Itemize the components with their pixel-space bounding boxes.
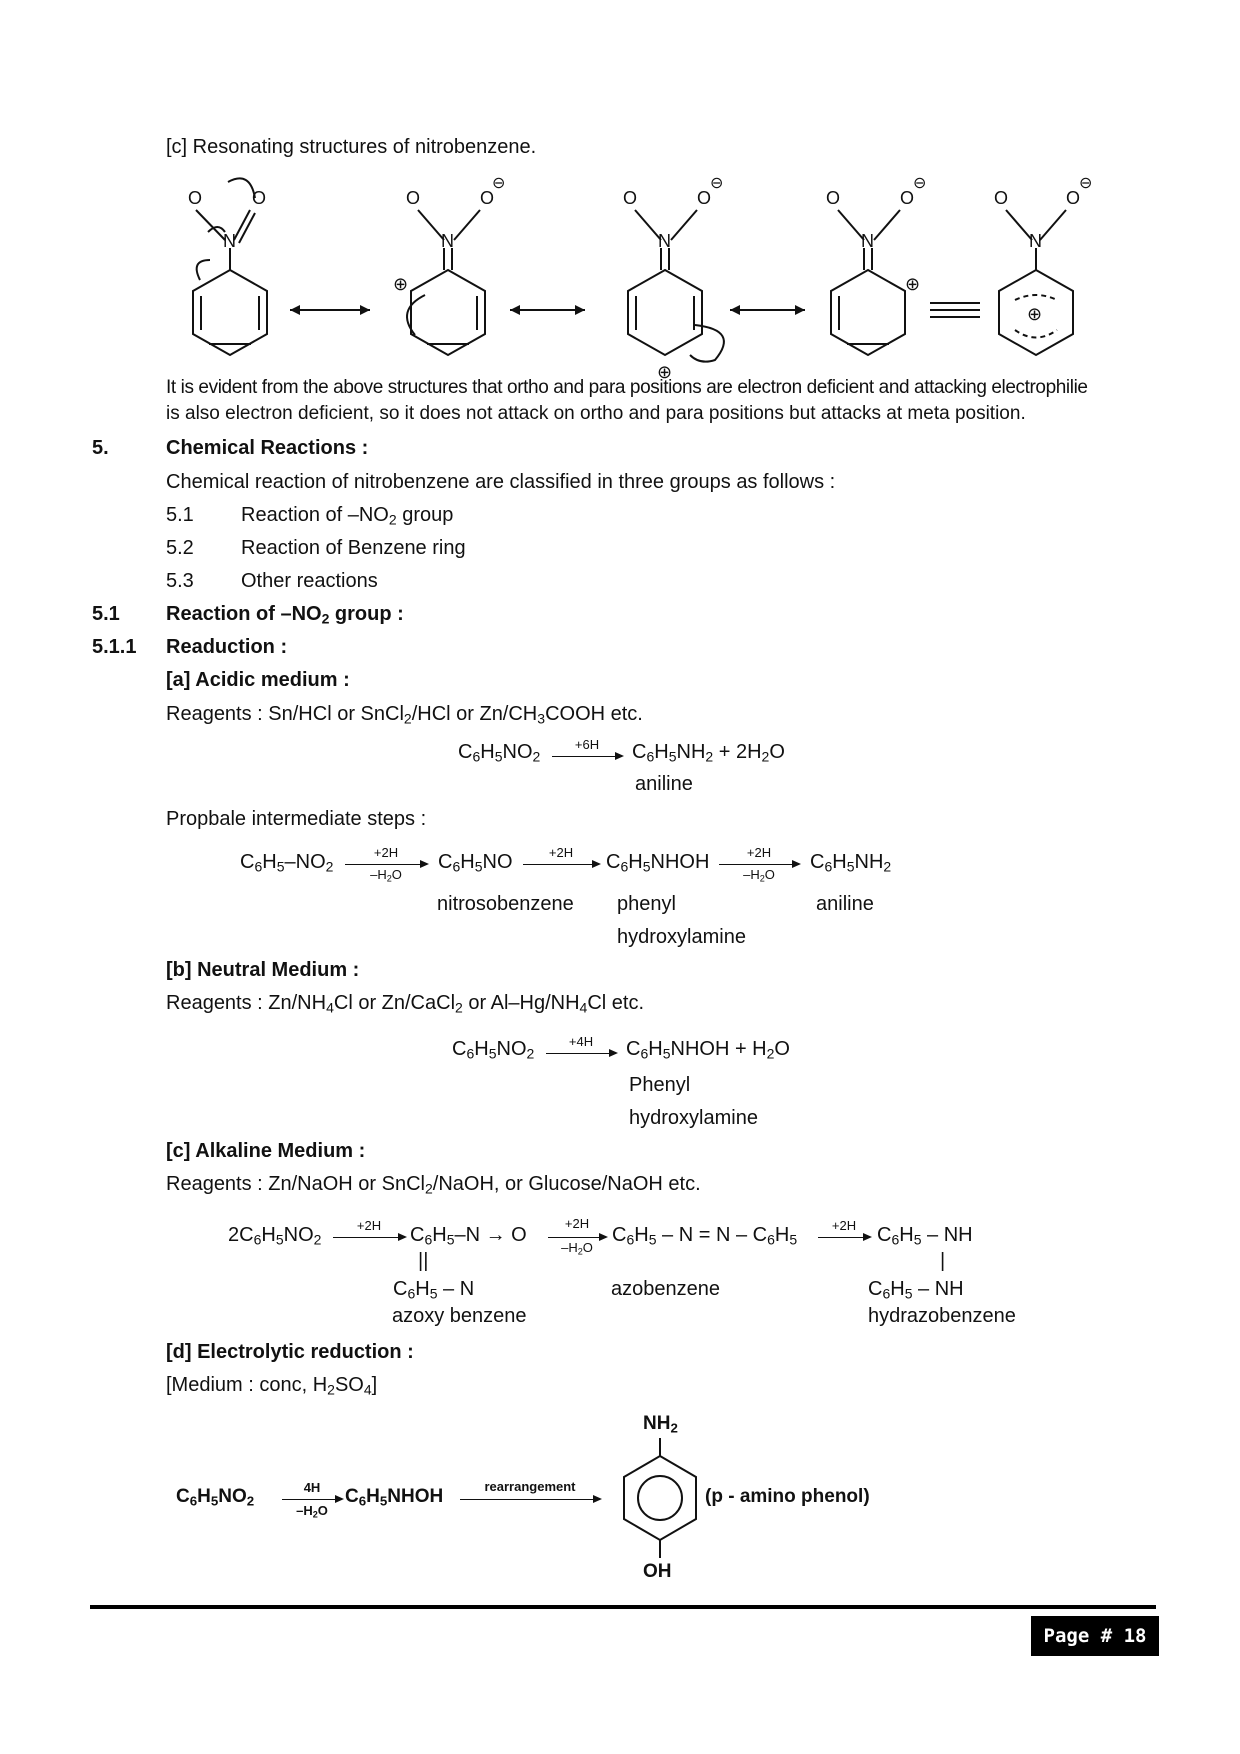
formula-azoxy-bottom: $C_6H_5$ – N [393,1278,475,1302]
neutral-reagents: Reagents : $Zn/NH_4Cl$ or Zn/CaCl$_2$ or $Al-Hg/NH_4Cl$ etc. [166,992,645,1016]
oh-group: OH [643,1561,672,1582]
plus-charge: ⊕ [1027,304,1043,324]
formula-hydrazo-bottom: $C_6H_5$ – NH [868,1278,964,1302]
formula-phenylhydroxylamine: $C_6H_5NHOH$ [606,851,710,875]
reaction-arrow [345,864,427,865]
minus-charge: ⊖ [492,175,506,192]
reagent-label: +6H [574,737,600,752]
acidic-reagents: Reagents : Sn/HCl or SnCl$_2$/HCl or $Zn/CH_3COOH$ etc. [166,703,643,727]
plus-charge: ⊕ [905,274,921,294]
reagent-label: $-H_2O$ [296,1503,328,1520]
section-5-1-title: Reaction of $-NO_2$ group : [166,603,404,627]
minus-charge: ⊖ [710,175,724,192]
nh2-group: $NH_2$ [643,1413,678,1436]
explanation-line-1: It is evident from the above structures that ortho and para positions are electron deficient and attacking electrophilie [166,377,1088,398]
atom-o: O [900,188,915,208]
plus-charge: ⊕ [393,274,409,294]
formula-azoxy-top: $C_6H_5-N \to O$ [410,1224,527,1248]
p-aminophenol-structure [610,1420,710,1580]
page-number: Page # 18 [1031,1616,1159,1656]
atom-o: O [697,188,712,208]
reaction-arrow [548,1237,606,1238]
azobenzene-label: azobenzene [611,1278,720,1300]
electrolytic-heading: [d] Electrolytic reduction : [166,1341,414,1363]
alkaline-heading: [c] Alkaline Medium : [166,1140,366,1162]
formula-c6h5no2: $C_6H_5NO_2$ [452,1038,535,1062]
reagent-label: +2H [548,845,574,860]
nitrosobenzene-label: nitrosobenzene [437,893,574,915]
neutral-heading: [b] Neutral Medium : [166,959,360,981]
section-5-1-number: 5.1 [92,603,120,625]
resonance-structures-diagram [170,160,1110,380]
reagent-label: $-H_2O$ [743,867,775,884]
formula-c6h5-no2: $C_6H_5-NO_2$ [240,851,334,875]
formula-aniline: $C_6H_5NH_2$ [810,851,892,875]
formula-aniline-eq: $C_6H_5NH_2 + 2H_2O$ [632,741,785,765]
section-5-number: 5. [92,437,109,459]
formula-phenylhydroxylamine: $C_6H_5NHOH$ [345,1486,444,1509]
formula-c6h5no2: $C_6H_5NO_2$ [458,741,541,765]
reaction-arrow [282,1499,342,1500]
formula-azobenzene: $C_6H_5 - N = N - C_6H_5$ [612,1224,798,1248]
atom-o: O [406,188,421,208]
reagent-label: $-H_2O$ [370,867,402,884]
list-item: Reaction of $-NO_2$ group [241,504,454,528]
alkaline-reagents: Reagents : Zn/NaOH or SnCl$_2$/NaOH, or Glucose/NaOH etc. [166,1173,701,1197]
section-5-title: Chemical Reactions : [166,437,369,459]
minus-charge: ⊖ [913,175,927,192]
phenyl-label: Phenyl [629,1074,691,1096]
section-5-intro: Chemical reaction of nitrobenzene are classified in three groups as follows : [166,471,836,493]
section-5-1-1-title: Readuction : [166,636,288,658]
atom-o: O [188,188,203,208]
intermediate-label: Propbale intermediate steps : [166,808,427,830]
list-item: Other reactions [241,570,378,592]
list-item: Reaction of Benzene ring [241,537,466,559]
plus-charge: ⊕ [657,362,673,380]
reagent-label: +2H [373,845,399,860]
minus-charge: ⊖ [1079,175,1093,192]
atom-n: N [1029,231,1042,251]
reagent-label: +2H [356,1218,382,1233]
section-5-1-1-number: 5.1.1 [92,636,137,658]
hydroxylamine-label: hydroxylamine [617,926,746,948]
azoxy-label: azoxy benzene [392,1305,527,1327]
list-item-num: 5.3 [166,570,194,592]
reagent-label: 4H [303,1480,321,1495]
atom-o: O [252,188,267,208]
atom-n: N [441,231,454,251]
single-bond: | [940,1250,946,1272]
atom-o: O [994,188,1009,208]
formula-nitroso: $C_6H_5NO$ [438,851,513,875]
atom-n: N [223,231,236,251]
resonance-section-title: [c] Resonating structures of nitrobenzene. [166,136,537,158]
reaction-arrow [719,864,799,865]
double-bond: || [418,1250,429,1272]
footer-rule [90,1605,1156,1609]
acidic-heading: [a] Acidic medium : [166,669,350,691]
reagent-label: +2H [746,845,772,860]
reagent-label: +2H [564,1216,590,1231]
atom-o: O [623,188,638,208]
formula-c6h5no2: $C_6H_5NO_2$ [176,1486,255,1509]
p-aminophenol-label: (p - amino phenol) [705,1486,870,1507]
reagent-label: +2H [831,1218,857,1233]
atom-o: O [826,188,841,208]
atom-n: N [861,231,874,251]
hydrazobenzene-label: hydrazobenzene [868,1305,1016,1327]
aniline-label: aniline [816,893,874,915]
explanation-line-2: is also electron deficient, so it does not attack on ortho and para positions but attacks at meta position. [166,403,1026,424]
atom-n: N [658,231,671,251]
formula-hydrazo-top: $C_6H_5$ – NH [877,1224,973,1248]
reaction-arrow [523,864,599,865]
reaction-arrow [460,1499,600,1500]
reagent-label: $-H_2O$ [561,1240,593,1257]
electrolytic-medium: [Medium : conc, $H_2SO_4$] [166,1374,378,1398]
formula-2c6h5no2: $2C_6H_5NO_2$ [228,1224,322,1248]
reaction-arrow [818,1237,870,1238]
list-item-num: 5.1 [166,504,194,526]
aniline-label: aniline [635,773,693,795]
reaction-arrow [546,1053,616,1054]
hydroxylamine-label: hydroxylamine [629,1107,758,1129]
reagent-label: +4H [568,1034,594,1049]
atom-o: O [480,188,495,208]
formula-product: $C_6H_5NHOH + H_2O$ [626,1038,790,1062]
reaction-arrow [552,756,622,757]
rearrangement-label: rearrangement [484,1479,576,1494]
reaction-arrow [333,1237,405,1238]
phenyl-label: phenyl [617,893,676,915]
atom-o: O [1066,188,1081,208]
list-item-num: 5.2 [166,537,194,559]
